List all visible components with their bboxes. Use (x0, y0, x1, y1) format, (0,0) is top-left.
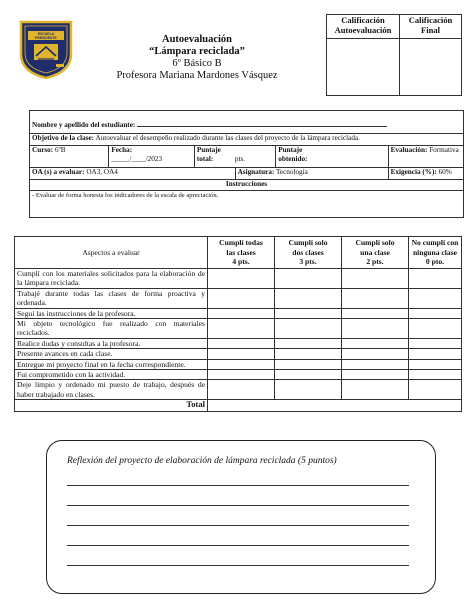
student-name-label: Nombre y apellido del estudiante: (32, 120, 136, 129)
score-cell[interactable] (342, 359, 409, 369)
score-cell[interactable] (208, 349, 275, 359)
score-cell[interactable] (342, 308, 409, 318)
table-row (15, 370, 462, 380)
score-cell[interactable] (409, 288, 462, 308)
score-cell[interactable] (275, 370, 342, 380)
answer-line[interactable] (67, 485, 409, 486)
score-cell[interactable] (208, 370, 275, 380)
column-header: Cumplí solo una clase 2 pts. (342, 237, 409, 269)
evaluation-value: Formativa (429, 145, 459, 154)
student-name-field[interactable] (137, 118, 387, 127)
score-cell[interactable] (208, 338, 275, 348)
score-cell[interactable] (275, 269, 342, 289)
school-logo (18, 18, 74, 80)
score-cell[interactable] (409, 380, 462, 400)
answer-line[interactable] (67, 505, 409, 506)
score-cell[interactable] (275, 288, 342, 308)
aspect-label: Entregue mi proyecto final en la fecha correspondiente. (15, 359, 208, 369)
final-grade-field[interactable] (400, 39, 462, 96)
subject-value: Tecnología (276, 167, 308, 176)
self-grade-field[interactable] (327, 39, 400, 96)
course-value: 6ºB (54, 145, 66, 154)
table-row (15, 338, 462, 348)
aspect-label: Fui comprometido con la actividad. (15, 370, 208, 380)
column-header: No cumplí con ninguna clase 0 pto. (409, 237, 462, 269)
student-info-section: Nombre y apellido del estudiante: Objetivo de la clase: Autoevaluar el desempeño realizado durante las clases del proyecto de la lámpara reciclada. Curso: 6ºB Fecha: _____/____/2023 Puntaje total: pts. Puntaje obtenido: Evaluación: Formativa OA (s) a evaluar: OA3, OA4 Asignatura: Tecnología Exigencia (%): 60% Instrucciones - Evaluar de forma honesta los indicadores de la escala de apreciación. (29, 110, 464, 218)
svg-text:ESCUELA: ESCUELA (37, 32, 55, 37)
evaluation-label: Evaluación: (390, 145, 428, 154)
course-heading: 6º Básico B (172, 58, 222, 69)
score-cell[interactable] (275, 349, 342, 359)
instructions-text: - Evaluar de forma honesta los indicadores de la escala de apreciación. (32, 191, 219, 199)
score-cell[interactable] (342, 338, 409, 348)
score-cell[interactable] (275, 338, 342, 348)
aspects-header: Aspectos a evaluar (15, 237, 208, 269)
objective-label: Objetivo de la clase: (32, 133, 95, 142)
table-row (15, 319, 462, 339)
table-row (15, 308, 462, 318)
score-cell[interactable] (275, 359, 342, 369)
score-cell[interactable] (342, 370, 409, 380)
table-row (15, 288, 462, 308)
aspect-label: Mi objeto tecnológico fue realizado con materiales reciclados. (15, 319, 208, 339)
score-cell[interactable] (275, 380, 342, 400)
requirement-value: 60% (438, 167, 452, 176)
column-header: Cumplí todas las clases 4 pts. (208, 237, 275, 269)
svg-text:PRESIDENTE: PRESIDENTE (35, 36, 57, 40)
aspect-label: Seguí las instrucciones de la profesora. (15, 308, 208, 318)
document-header (92, 34, 302, 82)
table-row (15, 269, 462, 289)
grades-table (326, 14, 462, 96)
answer-line[interactable] (67, 565, 409, 566)
aspect-label: Realice dudas y consultas a la profesora. (15, 338, 208, 348)
obtained-score-label: Puntaje (278, 145, 303, 154)
score-cell[interactable] (208, 288, 275, 308)
score-cell[interactable] (208, 269, 275, 289)
score-cell[interactable] (409, 338, 462, 348)
teacher-name: Profesora Mariana Mardones Vásquez (116, 70, 278, 81)
score-cell[interactable] (409, 269, 462, 289)
score-cell[interactable] (275, 308, 342, 318)
table-row (15, 349, 462, 359)
total-field[interactable] (208, 400, 462, 412)
aspect-label: Cumplí con los materiales solicitados para la elaboración de la lámpara reciclada. (15, 269, 208, 289)
score-cell[interactable] (409, 370, 462, 380)
answer-line[interactable] (67, 545, 409, 546)
instructions-title: Instrucciones (225, 179, 268, 188)
aspect-label: Deje limpio y ordenado mi puesto de trabajo, después de haber trabajado en clases. (15, 380, 208, 400)
score-cell[interactable] (342, 349, 409, 359)
score-cell[interactable] (342, 269, 409, 289)
table-row (15, 359, 462, 369)
score-cell[interactable] (208, 359, 275, 369)
subject-label: Asignatura: (237, 167, 275, 176)
score-cell[interactable] (409, 349, 462, 359)
document-title: Autoevaluación (161, 34, 232, 45)
oa-label: OA (s) a evaluar: (32, 167, 85, 176)
aspect-label: Presente avances en cada clase. (15, 349, 208, 359)
oa-value: OA3, OA4 (86, 167, 118, 176)
table-row (15, 380, 462, 400)
reflection-title: Reflexión del proyecto de elaboración de lámpara reciclada (5 puntos) (67, 456, 337, 466)
document-subtitle: “Lámpara reciclada” (149, 46, 245, 57)
reflection-box (46, 440, 436, 594)
answer-line[interactable] (67, 525, 409, 526)
self-grade-label: Calificación Autoevaluación (327, 15, 400, 39)
score-cell[interactable] (409, 359, 462, 369)
total-label: Total (15, 400, 208, 412)
aspects-table (14, 236, 462, 412)
final-grade-label: Calificación Final (400, 15, 462, 39)
score-cell[interactable] (208, 380, 275, 400)
score-cell[interactable] (409, 319, 462, 339)
total-score-label: Puntaje (196, 145, 221, 154)
course-label: Curso: (32, 145, 54, 154)
total-row (15, 400, 462, 412)
score-cell[interactable] (275, 319, 342, 339)
score-cell[interactable] (208, 308, 275, 318)
score-cell[interactable] (342, 380, 409, 400)
column-header: Cumplí solo dos clases 3 pts. (275, 237, 342, 269)
total-score-unit: pts. (234, 154, 246, 163)
objective-text: Autoevaluar el desempeño realizado durante las clases del proyecto de la lámpara reciclada. (95, 133, 360, 142)
date-label: Fecha: (111, 145, 133, 154)
score-cell[interactable] (342, 319, 409, 339)
date-field[interactable]: _____/____/2023 (111, 154, 163, 163)
aspect-label: Trabajé durante todas las clases de forma proactiva y ordenada. (15, 288, 208, 308)
score-cell[interactable] (208, 319, 275, 339)
score-cell[interactable] (409, 308, 462, 318)
score-cell[interactable] (342, 288, 409, 308)
requirement-label: Exigencia (%): (390, 167, 437, 176)
